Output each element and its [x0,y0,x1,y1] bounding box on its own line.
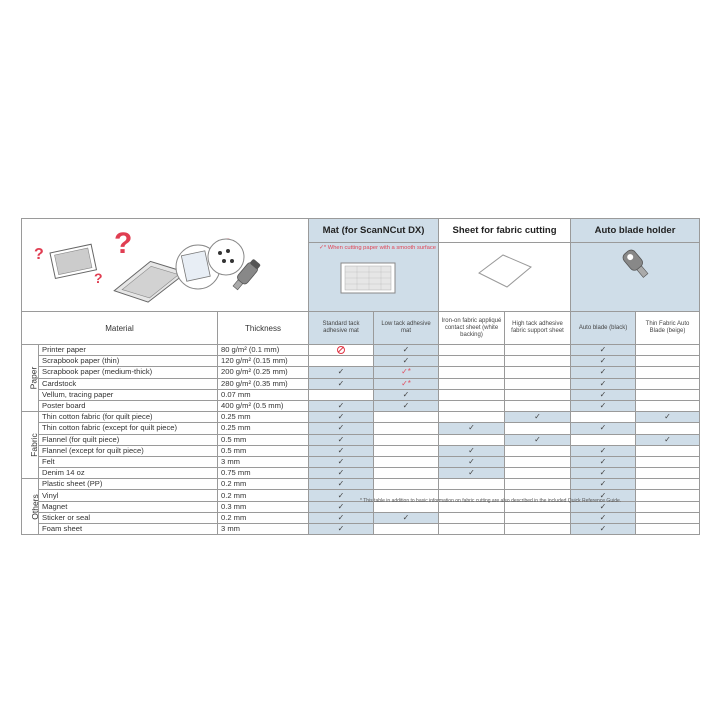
empty-cell [571,412,636,423]
material-cell: Sticker or seal [39,512,218,523]
empty-cell [505,524,571,535]
empty-cell [439,378,505,389]
materials-illustration [22,219,309,312]
table-row [22,512,700,523]
empty-cell [636,400,700,411]
thickness-cell: 0.2 mm [218,479,309,490]
check-icon: ✓ [309,400,374,411]
check-icon: ✓ [374,345,439,356]
check-icon: ✓ [309,367,374,378]
check-icon: ✓ [309,423,374,434]
material-cell: Vinyl [39,490,218,501]
check-icon: ✓ [571,479,636,490]
svg-text:?: ? [94,270,103,286]
empty-cell [505,456,571,467]
material-cell: Magnet [39,501,218,512]
check-icon: ✓ [636,434,700,445]
empty-cell [636,468,700,479]
empty-cell [636,345,700,356]
check-icon: ✓ [309,445,374,456]
material-cell: Vellum, tracing paper [39,389,218,400]
material-cell: Thin cotton fabric (except for quilt piece) [39,423,218,434]
check-icon: ✓ [505,412,571,423]
material-cell: Plastic sheet (PP) [39,479,218,490]
prohibited-icon [309,345,374,356]
empty-cell [636,456,700,467]
check-icon: ✓ [571,501,636,512]
mat-icon [309,243,439,295]
check-icon: ✓ [439,468,505,479]
empty-cell [439,345,505,356]
thin-fabric-blade-header: Thin Fabric Auto Blade (beige) [636,312,700,345]
material-cell: Denim 14 oz [39,468,218,479]
empty-cell [636,524,700,535]
check-icon: ✓ [439,456,505,467]
empty-cell [636,423,700,434]
table-row [22,345,700,356]
group-blade-header: Auto blade holder [571,219,700,243]
check-icon: ✓ [309,479,374,490]
empty-cell [505,356,571,367]
material-cell: Thin cotton fabric (for quilt piece) [39,412,218,423]
thickness-cell: 0.5 mm [218,434,309,445]
empty-cell [374,524,439,535]
check-icon: ✓ [636,412,700,423]
empty-cell [636,512,700,523]
empty-cell [505,445,571,456]
table-row [22,456,700,467]
standard-tack-mat-header: Standard tack adhesive mat [309,312,374,345]
material-cell: Scrapbook paper (medium-thick) [39,367,218,378]
table-row [22,400,700,411]
thickness-cell: 0.2 mm [218,490,309,501]
auto-blade-icon [571,243,700,295]
check-icon: ✓ [439,423,505,434]
empty-cell [439,512,505,523]
empty-cell [439,524,505,535]
check-icon: ✓ [571,389,636,400]
empty-cell [439,479,505,490]
check-icon: ✓ [571,367,636,378]
thickness-cell: 3 mm [218,456,309,467]
table-row [22,434,700,445]
check-icon: ✓ [309,412,374,423]
thickness-cell: 0.25 mm [218,412,309,423]
table-row [22,412,700,423]
check-icon: ✓ [571,345,636,356]
check-icon: ✓ [571,356,636,367]
thickness-cell: 120 g/m² (0.15 mm) [218,356,309,367]
empty-cell [636,501,700,512]
table-row [22,367,700,378]
empty-cell [636,389,700,400]
empty-cell [505,367,571,378]
category-fabric: Fabric [22,412,39,479]
thickness-cell: 280 g/m² (0.35 mm) [218,378,309,389]
thickness-cell: 0.07 mm [218,389,309,400]
mat-image-cell [309,242,439,311]
check-icon: ✓ [571,400,636,411]
empty-cell [636,367,700,378]
material-cell: Foam sheet [39,524,218,535]
empty-cell [505,479,571,490]
table-row [22,445,700,456]
low-tack-mat-header: Low tack adhesive mat [374,312,439,345]
thickness-cell: 0.3 mm [218,501,309,512]
iron-on-sheet-header: Iron-on fabric appliqué contact sheet (white backing) [439,312,505,345]
empty-cell [636,479,700,490]
check-icon: ✓ [439,445,505,456]
empty-cell [636,445,700,456]
thickness-cell: 3 mm [218,524,309,535]
empty-cell [374,468,439,479]
material-cell: Cardstock [39,378,218,389]
mat-note: ✓* When cutting paper with a smooth surface [319,244,436,251]
empty-cell [505,423,571,434]
empty-cell [505,400,571,411]
check-icon: ✓ [309,434,374,445]
thickness-cell: 0.75 mm [218,468,309,479]
empty-cell [309,356,374,367]
table-row [22,423,700,434]
table-row [22,479,700,490]
empty-cell [636,378,700,389]
sheet-icon [439,243,571,295]
auto-blade-header: Auto blade (black) [571,312,636,345]
footnote: * This table in addition to basic information on fabric cutting are also described in the included Quick Reference Guide. [360,498,622,504]
empty-cell [439,356,505,367]
empty-cell [505,512,571,523]
empty-cell [505,389,571,400]
empty-cell [636,490,700,501]
thickness-cell: 0.5 mm [218,445,309,456]
red-check-icon: ✓* [374,378,439,389]
material-cell: Flannel (for quilt piece) [39,434,218,445]
empty-cell [439,367,505,378]
material-column-header: Material [22,312,218,345]
blade-image-cell [571,242,700,311]
check-icon: ✓ [309,468,374,479]
empty-cell [571,434,636,445]
check-icon: ✓ [309,378,374,389]
check-icon: ✓ [374,512,439,523]
check-icon: ✓ [309,456,374,467]
question-materials-icon [22,219,309,306]
thickness-cell: 200 g/m² (0.25 mm) [218,367,309,378]
table-row [22,378,700,389]
check-icon: ✓ [374,389,439,400]
check-icon: ✓ [571,468,636,479]
category-paper: Paper [22,345,39,412]
high-tack-sheet-header: High tack adhesive fabric support sheet [505,312,571,345]
empty-cell [439,434,505,445]
group-mat-header: Mat (for ScanNCut DX) [309,219,439,243]
svg-text:?: ? [34,246,44,263]
check-icon: ✓ [571,445,636,456]
empty-cell [439,389,505,400]
check-icon: ✓ [571,490,636,501]
category-others: Others [22,479,39,535]
empty-cell [439,400,505,411]
check-icon: ✓ [571,423,636,434]
empty-cell [439,412,505,423]
empty-cell [374,423,439,434]
empty-cell [374,434,439,445]
check-icon: ✓ [374,356,439,367]
empty-cell [374,479,439,490]
table-row [22,468,700,479]
table-row [22,524,700,535]
sheet-image-cell [439,242,571,311]
table-row [22,389,700,400]
svg-text:?: ? [114,227,133,260]
red-check-icon: ✓* [374,367,439,378]
check-icon: ✓ [309,490,374,501]
thickness-cell: 0.25 mm [218,423,309,434]
thickness-cell: 0.2 mm [218,512,309,523]
empty-cell [636,356,700,367]
empty-cell [374,412,439,423]
check-icon: ✓ [571,456,636,467]
empty-cell [505,468,571,479]
check-icon: ✓ [309,501,374,512]
material-cell: Flannel (except for quilt piece) [39,445,218,456]
thickness-column-header: Thickness [218,312,309,345]
material-cell: Printer paper [39,345,218,356]
group-sheet-header: Sheet for fabric cutting [439,219,571,243]
material-cell: Felt [39,456,218,467]
check-icon: ✓ [571,512,636,523]
empty-cell [505,345,571,356]
material-cell: Poster board [39,400,218,411]
empty-cell [505,378,571,389]
compatibility-table [21,218,699,535]
empty-cell [374,456,439,467]
check-icon: ✓ [309,512,374,523]
check-icon: ✓ [571,378,636,389]
check-icon: ✓ [505,434,571,445]
table-row [22,356,700,367]
empty-cell [309,389,374,400]
thickness-cell: 400 g/m² (0.5 mm) [218,400,309,411]
check-icon: ✓ [571,524,636,535]
empty-cell [374,445,439,456]
material-cell: Scrapbook paper (thin) [39,356,218,367]
check-icon: ✓ [309,524,374,535]
thickness-cell: 80 g/m² (0.1 mm) [218,345,309,356]
check-icon: ✓ [374,400,439,411]
